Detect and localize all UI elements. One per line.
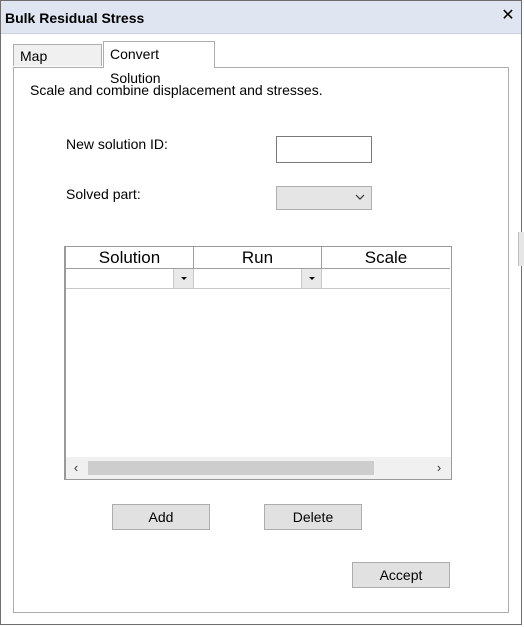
new-solution-id-label: New solution ID:: [66, 136, 168, 152]
delete-button[interactable]: Delete: [264, 504, 362, 530]
horizontal-scrollbar[interactable]: [66, 457, 451, 479]
column-header-run[interactable]: Run: [194, 247, 322, 269]
cell-scale[interactable]: [322, 269, 450, 289]
accept-button[interactable]: Accept: [352, 562, 450, 588]
cell-run[interactable]: [194, 269, 322, 289]
column-header-solution[interactable]: Solution: [66, 247, 194, 269]
chevron-down-icon: [355, 191, 365, 203]
tab-convert-solution[interactable]: Convert Solution: [103, 41, 215, 68]
chevron-right-icon[interactable]: ›: [436, 460, 442, 475]
solved-part-label: Solved part:: [66, 186, 141, 202]
column-header-scale[interactable]: Scale: [322, 247, 450, 269]
cell-solution[interactable]: [66, 269, 194, 289]
title-bar: [1, 1, 521, 34]
solution-dropdown-button[interactable]: [173, 269, 193, 288]
new-solution-id-input[interactable]: [276, 136, 372, 163]
scrollbar-thumb[interactable]: [88, 461, 374, 475]
window-edge-artifact: [518, 232, 524, 266]
chevron-left-icon[interactable]: ‹: [73, 460, 79, 475]
close-icon[interactable]: ✕: [501, 7, 515, 24]
panel-description: Scale and combine displacement and stresses.: [30, 82, 323, 98]
tab-map-solution[interactable]: Map: [13, 44, 102, 66]
window-title: Bulk Residual Stress: [5, 10, 145, 26]
add-button[interactable]: Add: [112, 504, 210, 530]
solution-grid: [64, 246, 452, 480]
run-dropdown-button[interactable]: [301, 269, 321, 288]
solved-part-select[interactable]: [276, 186, 372, 210]
convert-solution-panel: [13, 67, 509, 613]
